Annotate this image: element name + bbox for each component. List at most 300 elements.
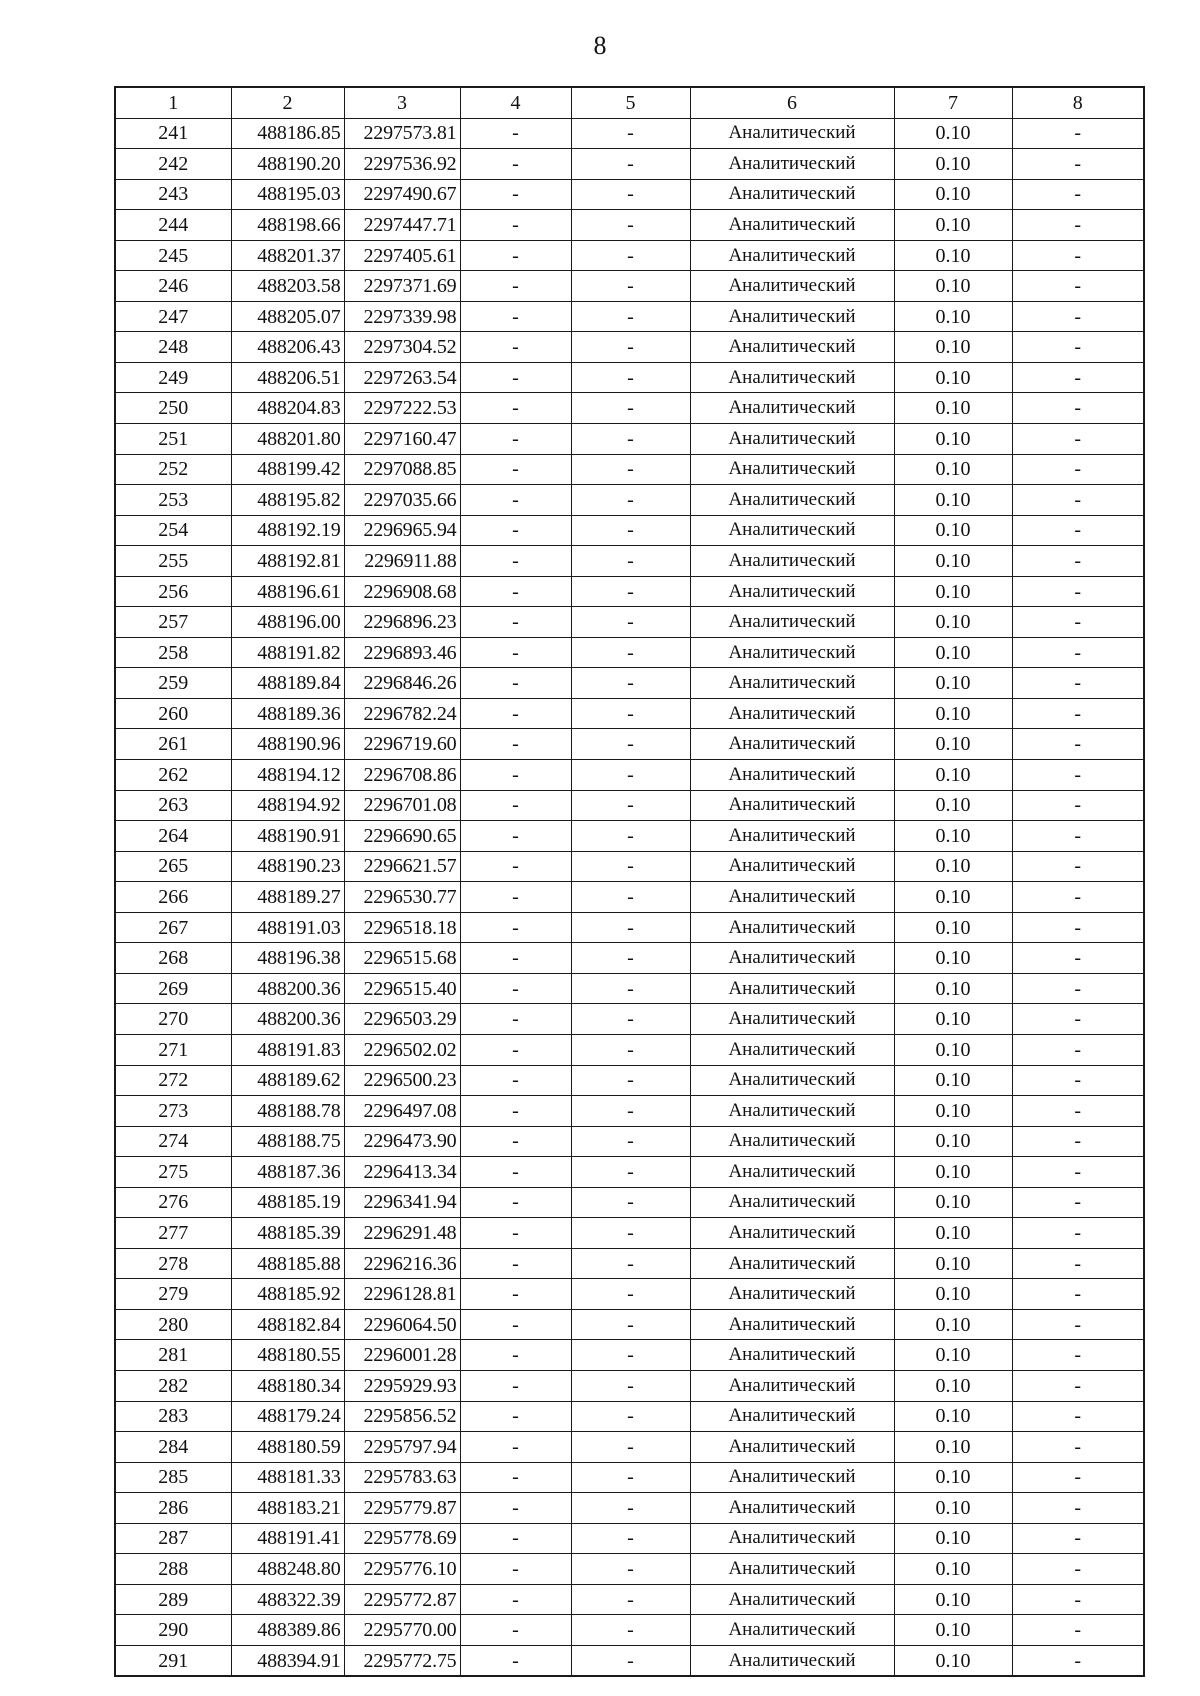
column-8-cell: - — [1012, 1645, 1144, 1676]
x-coordinate-cell: 488190.20 — [231, 149, 344, 180]
table-row — [115, 1432, 1144, 1463]
column-5-cell: - — [571, 1401, 690, 1432]
method-cell: Аналитический — [690, 1615, 894, 1646]
column-8-cell: - — [1012, 851, 1144, 882]
y-coordinate-cell: 2296708.86 — [344, 760, 460, 791]
column-5-cell: - — [571, 1615, 690, 1646]
column-4-cell: - — [460, 1248, 571, 1279]
x-coordinate-cell: 488180.59 — [231, 1432, 344, 1463]
accuracy-cell: 0.10 — [894, 179, 1012, 210]
point-number-cell: 244 — [115, 210, 231, 241]
accuracy-cell: 0.10 — [894, 1187, 1012, 1218]
table-row — [115, 1218, 1144, 1249]
column-8-cell: - — [1012, 576, 1144, 607]
column-header: 7 — [894, 87, 1012, 118]
table-row — [115, 1645, 1144, 1676]
accuracy-cell: 0.10 — [894, 515, 1012, 546]
point-number-cell: 249 — [115, 362, 231, 393]
point-number-cell: 260 — [115, 698, 231, 729]
table-row — [115, 576, 1144, 607]
point-number-cell: 282 — [115, 1370, 231, 1401]
column-8-cell: - — [1012, 637, 1144, 668]
x-coordinate-cell: 488201.80 — [231, 424, 344, 455]
table-row — [115, 210, 1144, 241]
method-cell: Аналитический — [690, 149, 894, 180]
point-number-cell: 250 — [115, 393, 231, 424]
x-coordinate-cell: 488181.33 — [231, 1462, 344, 1493]
accuracy-cell: 0.10 — [894, 607, 1012, 638]
y-coordinate-cell: 2296001.28 — [344, 1340, 460, 1371]
column-5-cell: - — [571, 1279, 690, 1310]
point-number-cell: 261 — [115, 729, 231, 760]
column-4-cell: - — [460, 1034, 571, 1065]
accuracy-cell: 0.10 — [894, 1218, 1012, 1249]
table-row — [115, 454, 1144, 485]
y-coordinate-cell: 2297573.81 — [344, 118, 460, 149]
method-cell: Аналитический — [690, 179, 894, 210]
y-coordinate-cell: 2295778.69 — [344, 1523, 460, 1554]
column-4-cell: - — [460, 271, 571, 302]
accuracy-cell: 0.10 — [894, 1004, 1012, 1035]
column-8-cell: - — [1012, 1096, 1144, 1127]
column-4-cell: - — [460, 1645, 571, 1676]
point-number-cell: 277 — [115, 1218, 231, 1249]
x-coordinate-cell: 488188.75 — [231, 1126, 344, 1157]
column-8-cell: - — [1012, 485, 1144, 516]
column-4-cell: - — [460, 912, 571, 943]
column-5-cell: - — [571, 1248, 690, 1279]
y-coordinate-cell: 2296690.65 — [344, 821, 460, 852]
column-8-cell: - — [1012, 393, 1144, 424]
column-8-cell: - — [1012, 1187, 1144, 1218]
table-row — [115, 1615, 1144, 1646]
point-number-cell: 267 — [115, 912, 231, 943]
method-cell: Аналитический — [690, 301, 894, 332]
table-row — [115, 1523, 1144, 1554]
column-8-cell: - — [1012, 973, 1144, 1004]
accuracy-cell: 0.10 — [894, 118, 1012, 149]
column-4-cell: - — [460, 973, 571, 1004]
column-8-cell: - — [1012, 546, 1144, 577]
column-8-cell: - — [1012, 332, 1144, 363]
x-coordinate-cell: 488189.84 — [231, 668, 344, 699]
coordinates-table — [114, 86, 1145, 1677]
y-coordinate-cell: 2296128.81 — [344, 1279, 460, 1310]
column-5-cell: - — [571, 1462, 690, 1493]
accuracy-cell: 0.10 — [894, 1401, 1012, 1432]
method-cell: Аналитический — [690, 637, 894, 668]
x-coordinate-cell: 488189.27 — [231, 882, 344, 913]
point-number-cell: 242 — [115, 149, 231, 180]
column-4-cell: - — [460, 362, 571, 393]
x-coordinate-cell: 488204.83 — [231, 393, 344, 424]
method-cell: Аналитический — [690, 790, 894, 821]
point-number-cell: 253 — [115, 485, 231, 516]
column-5-cell: - — [571, 1218, 690, 1249]
point-number-cell: 241 — [115, 118, 231, 149]
method-cell: Аналитический — [690, 1034, 894, 1065]
x-coordinate-cell: 488194.12 — [231, 760, 344, 791]
accuracy-cell: 0.10 — [894, 973, 1012, 1004]
column-4-cell: - — [460, 1584, 571, 1615]
column-header: 3 — [344, 87, 460, 118]
point-number-cell: 243 — [115, 179, 231, 210]
y-coordinate-cell: 2297490.67 — [344, 179, 460, 210]
column-8-cell: - — [1012, 1615, 1144, 1646]
x-coordinate-cell: 488198.66 — [231, 210, 344, 241]
column-4-cell: - — [460, 515, 571, 546]
point-number-cell: 275 — [115, 1157, 231, 1188]
column-5-cell: - — [571, 637, 690, 668]
point-number-cell: 268 — [115, 943, 231, 974]
y-coordinate-cell: 2296896.23 — [344, 607, 460, 638]
y-coordinate-cell: 2296515.68 — [344, 943, 460, 974]
x-coordinate-cell: 488322.39 — [231, 1584, 344, 1615]
y-coordinate-cell: 2296216.36 — [344, 1248, 460, 1279]
method-cell: Аналитический — [690, 943, 894, 974]
method-cell: Аналитический — [690, 1370, 894, 1401]
x-coordinate-cell: 488201.37 — [231, 240, 344, 271]
accuracy-cell: 0.10 — [894, 851, 1012, 882]
column-5-cell: - — [571, 118, 690, 149]
y-coordinate-cell: 2295770.00 — [344, 1615, 460, 1646]
x-coordinate-cell: 488203.58 — [231, 271, 344, 302]
y-coordinate-cell: 2296621.57 — [344, 851, 460, 882]
column-4-cell: - — [460, 576, 571, 607]
x-coordinate-cell: 488195.82 — [231, 485, 344, 516]
method-cell: Аналитический — [690, 210, 894, 241]
table-row — [115, 1340, 1144, 1371]
y-coordinate-cell: 2295772.87 — [344, 1584, 460, 1615]
column-4-cell: - — [460, 698, 571, 729]
accuracy-cell: 0.10 — [894, 454, 1012, 485]
column-8-cell: - — [1012, 1432, 1144, 1463]
table-row — [115, 1065, 1144, 1096]
point-number-cell: 263 — [115, 790, 231, 821]
column-5-cell: - — [571, 668, 690, 699]
point-number-cell: 288 — [115, 1554, 231, 1585]
method-cell: Аналитический — [690, 393, 894, 424]
column-4-cell: - — [460, 424, 571, 455]
table-row — [115, 1126, 1144, 1157]
x-coordinate-cell: 488190.96 — [231, 729, 344, 760]
point-number-cell: 245 — [115, 240, 231, 271]
point-number-cell: 272 — [115, 1065, 231, 1096]
accuracy-cell: 0.10 — [894, 576, 1012, 607]
column-4-cell: - — [460, 485, 571, 516]
method-cell: Аналитический — [690, 1065, 894, 1096]
column-4-cell: - — [460, 1157, 571, 1188]
point-number-cell: 281 — [115, 1340, 231, 1371]
method-cell: Аналитический — [690, 1096, 894, 1127]
accuracy-cell: 0.10 — [894, 271, 1012, 302]
y-coordinate-cell: 2296497.08 — [344, 1096, 460, 1127]
accuracy-cell: 0.10 — [894, 1645, 1012, 1676]
column-4-cell: - — [460, 240, 571, 271]
table-row — [115, 271, 1144, 302]
accuracy-cell: 0.10 — [894, 1126, 1012, 1157]
column-4-cell: - — [460, 393, 571, 424]
column-4-cell: - — [460, 1340, 571, 1371]
accuracy-cell: 0.10 — [894, 912, 1012, 943]
method-cell: Аналитический — [690, 851, 894, 882]
column-4-cell: - — [460, 1401, 571, 1432]
table-row — [115, 1157, 1144, 1188]
column-8-cell: - — [1012, 668, 1144, 699]
accuracy-cell: 0.10 — [894, 1309, 1012, 1340]
y-coordinate-cell: 2296291.48 — [344, 1218, 460, 1249]
method-cell: Аналитический — [690, 1309, 894, 1340]
column-4-cell: - — [460, 332, 571, 363]
method-cell: Аналитический — [690, 1432, 894, 1463]
column-5-cell: - — [571, 1187, 690, 1218]
column-4-cell: - — [460, 546, 571, 577]
point-number-cell: 274 — [115, 1126, 231, 1157]
x-coordinate-cell: 488191.83 — [231, 1034, 344, 1065]
method-cell: Аналитический — [690, 515, 894, 546]
method-cell: Аналитический — [690, 1279, 894, 1310]
x-coordinate-cell: 488185.19 — [231, 1187, 344, 1218]
point-number-cell: 286 — [115, 1493, 231, 1524]
table-row — [115, 485, 1144, 516]
x-coordinate-cell: 488206.51 — [231, 362, 344, 393]
column-5-cell: - — [571, 362, 690, 393]
method-cell: Аналитический — [690, 1584, 894, 1615]
column-8-cell: - — [1012, 1584, 1144, 1615]
y-coordinate-cell: 2296530.77 — [344, 882, 460, 913]
x-coordinate-cell: 488200.36 — [231, 973, 344, 1004]
x-coordinate-cell: 488185.88 — [231, 1248, 344, 1279]
column-4-cell: - — [460, 1493, 571, 1524]
x-coordinate-cell: 488192.81 — [231, 546, 344, 577]
column-5-cell: - — [571, 1034, 690, 1065]
column-4-cell: - — [460, 1309, 571, 1340]
method-cell: Аналитический — [690, 1126, 894, 1157]
x-coordinate-cell: 488191.03 — [231, 912, 344, 943]
table-row — [115, 973, 1144, 1004]
method-cell: Аналитический — [690, 454, 894, 485]
y-coordinate-cell: 2296500.23 — [344, 1065, 460, 1096]
y-coordinate-cell: 2296341.94 — [344, 1187, 460, 1218]
accuracy-cell: 0.10 — [894, 424, 1012, 455]
y-coordinate-cell: 2297339.98 — [344, 301, 460, 332]
x-coordinate-cell: 488189.36 — [231, 698, 344, 729]
accuracy-cell: 0.10 — [894, 301, 1012, 332]
accuracy-cell: 0.10 — [894, 760, 1012, 791]
column-4-cell: - — [460, 668, 571, 699]
accuracy-cell: 0.10 — [894, 1462, 1012, 1493]
method-cell: Аналитический — [690, 821, 894, 852]
accuracy-cell: 0.10 — [894, 1370, 1012, 1401]
column-8-cell: - — [1012, 1065, 1144, 1096]
column-5-cell: - — [571, 454, 690, 485]
column-4-cell: - — [460, 1432, 571, 1463]
column-header: 2 — [231, 87, 344, 118]
method-cell: Аналитический — [690, 1157, 894, 1188]
column-8-cell: - — [1012, 454, 1144, 485]
x-coordinate-cell: 488186.85 — [231, 118, 344, 149]
point-number-cell: 279 — [115, 1279, 231, 1310]
y-coordinate-cell: 2296782.24 — [344, 698, 460, 729]
x-coordinate-cell: 488191.82 — [231, 637, 344, 668]
method-cell: Аналитический — [690, 1187, 894, 1218]
method-cell: Аналитический — [690, 576, 894, 607]
column-header: 6 — [690, 87, 894, 118]
y-coordinate-cell: 2297536.92 — [344, 149, 460, 180]
table-row — [115, 1370, 1144, 1401]
accuracy-cell: 0.10 — [894, 1340, 1012, 1371]
column-5-cell: - — [571, 973, 690, 1004]
column-8-cell: - — [1012, 1370, 1144, 1401]
point-number-cell: 257 — [115, 607, 231, 638]
column-5-cell: - — [571, 790, 690, 821]
point-number-cell: 270 — [115, 1004, 231, 1035]
accuracy-cell: 0.10 — [894, 698, 1012, 729]
x-coordinate-cell: 488196.00 — [231, 607, 344, 638]
point-number-cell: 247 — [115, 301, 231, 332]
point-number-cell: 255 — [115, 546, 231, 577]
column-8-cell: - — [1012, 1004, 1144, 1035]
page-number: 8 — [593, 31, 607, 60]
table-row — [115, 1493, 1144, 1524]
column-4-cell: - — [460, 210, 571, 241]
column-5-cell: - — [571, 1523, 690, 1554]
column-8-cell: - — [1012, 424, 1144, 455]
table-row — [115, 943, 1144, 974]
column-5-cell: - — [571, 1126, 690, 1157]
point-number-cell: 259 — [115, 668, 231, 699]
accuracy-cell: 0.10 — [894, 485, 1012, 516]
y-coordinate-cell: 2295772.75 — [344, 1645, 460, 1676]
point-number-cell: 285 — [115, 1462, 231, 1493]
point-number-cell: 252 — [115, 454, 231, 485]
accuracy-cell: 0.10 — [894, 149, 1012, 180]
column-5-cell: - — [571, 882, 690, 913]
table-row — [115, 729, 1144, 760]
column-4-cell: - — [460, 1523, 571, 1554]
x-coordinate-cell: 488196.38 — [231, 943, 344, 974]
column-8-cell: - — [1012, 1157, 1144, 1188]
y-coordinate-cell: 2296503.29 — [344, 1004, 460, 1035]
table-row — [115, 1034, 1144, 1065]
method-cell: Аналитический — [690, 1523, 894, 1554]
table-row — [115, 1096, 1144, 1127]
column-4-cell: - — [460, 1187, 571, 1218]
method-cell: Аналитический — [690, 271, 894, 302]
column-5-cell: - — [571, 271, 690, 302]
point-number-cell: 287 — [115, 1523, 231, 1554]
column-5-cell: - — [571, 515, 690, 546]
column-8-cell: - — [1012, 240, 1144, 271]
accuracy-cell: 0.10 — [894, 393, 1012, 424]
column-8-cell: - — [1012, 1462, 1144, 1493]
table-row — [115, 332, 1144, 363]
table-row — [115, 790, 1144, 821]
column-4-cell: - — [460, 1370, 571, 1401]
column-5-cell: - — [571, 912, 690, 943]
column-5-cell: - — [571, 393, 690, 424]
column-8-cell: - — [1012, 1309, 1144, 1340]
column-8-cell: - — [1012, 362, 1144, 393]
table-row — [115, 240, 1144, 271]
method-cell: Аналитический — [690, 1645, 894, 1676]
column-5-cell: - — [571, 332, 690, 363]
accuracy-cell: 0.10 — [894, 1034, 1012, 1065]
method-cell: Аналитический — [690, 607, 894, 638]
column-5-cell: - — [571, 851, 690, 882]
table-row — [115, 607, 1144, 638]
y-coordinate-cell: 2297222.53 — [344, 393, 460, 424]
x-coordinate-cell: 488191.41 — [231, 1523, 344, 1554]
column-5-cell: - — [571, 1645, 690, 1676]
accuracy-cell: 0.10 — [894, 210, 1012, 241]
x-coordinate-cell: 488180.55 — [231, 1340, 344, 1371]
point-number-cell: 264 — [115, 821, 231, 852]
accuracy-cell: 0.10 — [894, 1554, 1012, 1585]
accuracy-cell: 0.10 — [894, 362, 1012, 393]
y-coordinate-cell: 2296846.26 — [344, 668, 460, 699]
column-4-cell: - — [460, 301, 571, 332]
table-row — [115, 760, 1144, 791]
column-8-cell: - — [1012, 760, 1144, 791]
accuracy-cell: 0.10 — [894, 882, 1012, 913]
column-5-cell: - — [571, 301, 690, 332]
column-8-cell: - — [1012, 271, 1144, 302]
table-row — [115, 1584, 1144, 1615]
y-coordinate-cell: 2296515.40 — [344, 973, 460, 1004]
column-5-cell: - — [571, 1432, 690, 1463]
accuracy-cell: 0.10 — [894, 943, 1012, 974]
point-number-cell: 246 — [115, 271, 231, 302]
column-4-cell: - — [460, 1218, 571, 1249]
column-8-cell: - — [1012, 1248, 1144, 1279]
y-coordinate-cell: 2297263.54 — [344, 362, 460, 393]
column-4-cell: - — [460, 729, 571, 760]
table-row — [115, 882, 1144, 913]
method-cell: Аналитический — [690, 729, 894, 760]
column-4-cell: - — [460, 1462, 571, 1493]
y-coordinate-cell: 2296965.94 — [344, 515, 460, 546]
y-coordinate-cell: 2297160.47 — [344, 424, 460, 455]
table-row — [115, 301, 1144, 332]
y-coordinate-cell: 2297304.52 — [344, 332, 460, 363]
y-coordinate-cell: 2295856.52 — [344, 1401, 460, 1432]
table-row — [115, 912, 1144, 943]
point-number-cell: 258 — [115, 637, 231, 668]
column-4-cell: - — [460, 454, 571, 485]
column-4-cell: - — [460, 607, 571, 638]
column-5-cell: - — [571, 729, 690, 760]
y-coordinate-cell: 2297447.71 — [344, 210, 460, 241]
table-row — [115, 1401, 1144, 1432]
column-4-cell: - — [460, 637, 571, 668]
y-coordinate-cell: 2297035.66 — [344, 485, 460, 516]
column-8-cell: - — [1012, 607, 1144, 638]
accuracy-cell: 0.10 — [894, 332, 1012, 363]
column-8-cell: - — [1012, 729, 1144, 760]
column-8-cell: - — [1012, 1554, 1144, 1585]
column-8-cell: - — [1012, 118, 1144, 149]
x-coordinate-cell: 488199.42 — [231, 454, 344, 485]
column-8-cell: - — [1012, 301, 1144, 332]
point-number-cell: 283 — [115, 1401, 231, 1432]
column-8-cell: - — [1012, 790, 1144, 821]
accuracy-cell: 0.10 — [894, 821, 1012, 852]
column-5-cell: - — [571, 1554, 690, 1585]
x-coordinate-cell: 488185.92 — [231, 1279, 344, 1310]
y-coordinate-cell: 2296908.68 — [344, 576, 460, 607]
accuracy-cell: 0.10 — [894, 1096, 1012, 1127]
